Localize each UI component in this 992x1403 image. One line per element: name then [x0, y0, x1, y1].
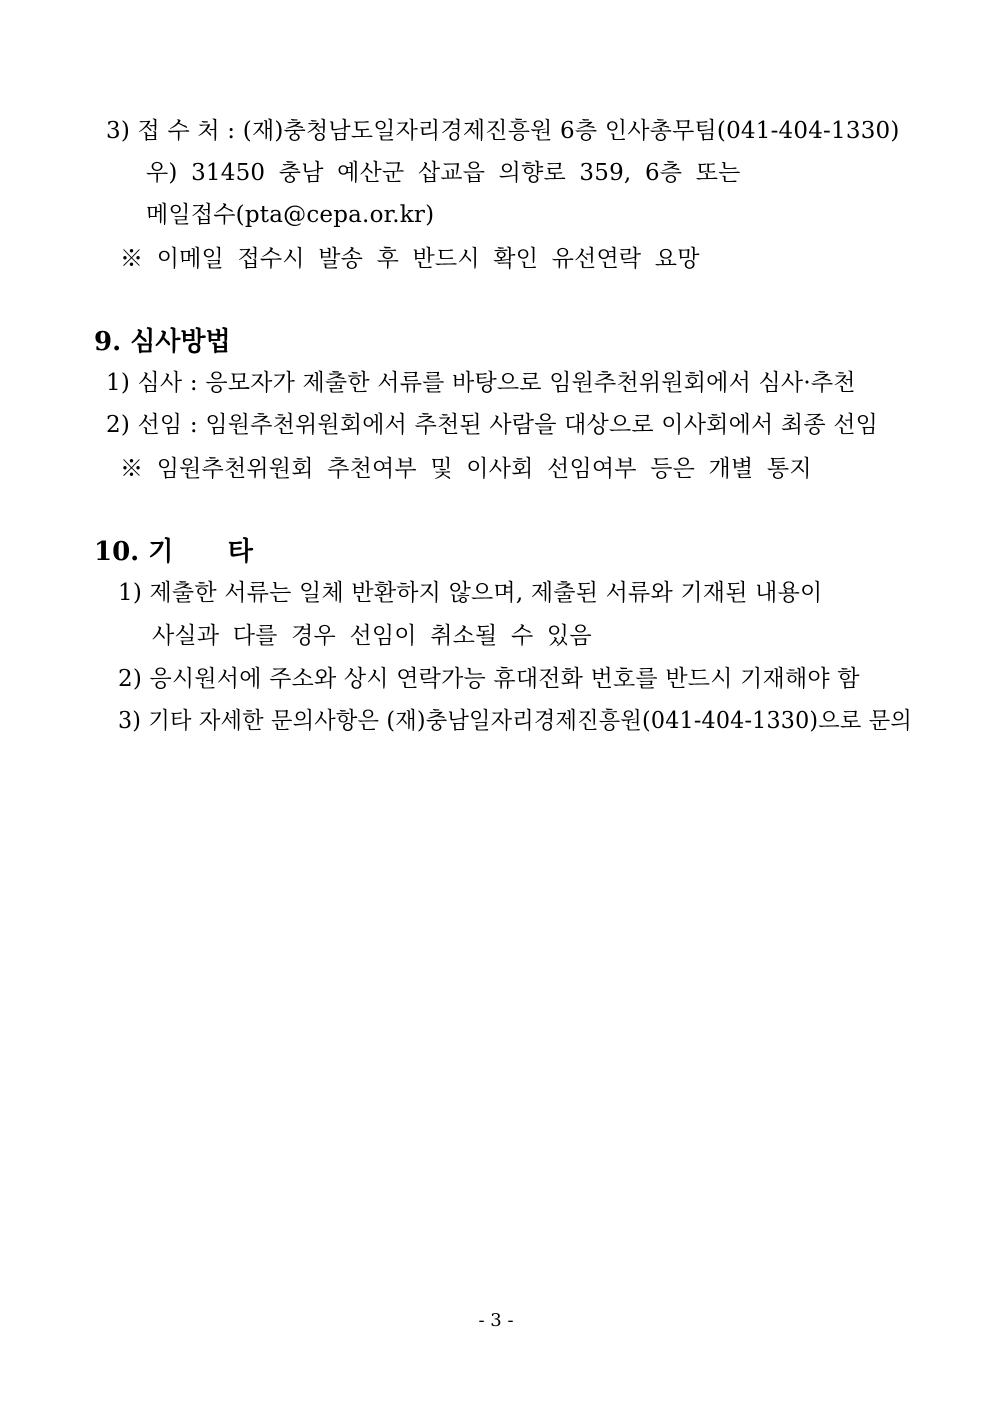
receipt-note: ※ 이메일 접수시 발송 후 반드시 확인 유선연락 요망	[120, 246, 700, 272]
misc-item-3: 3) 기타 자세한 문의사항은 (재)충남일자리경제진흥원(041-404-1330)으로 문의	[118, 708, 913, 734]
misc-item-1-line-2: 사실과 다를 경우 선임이 취소될 수 있음	[152, 623, 592, 649]
receipt-email-line: 메일접수(pta@cepa.or.kr)	[146, 202, 435, 228]
misc-item-1-line-1: 1) 제출한 서류는 일체 반환하지 않으며, 제출된 서류와 기재된 내용이	[118, 580, 823, 606]
review-item-1: 1) 심사 : 응모자가 제출한 서류를 바탕으로 임원추천위원회에서 심사·추천	[106, 370, 856, 396]
misc-item-2: 2) 응시원서에 주소와 상시 연락가능 휴대전화 번호를 반드시 기재해야 함	[118, 666, 860, 692]
receipt-address-line: 우) 31450 충남 예산군 삽교읍 의향로 359, 6층 또는	[146, 160, 741, 186]
review-item-2: 2) 선임 : 임원추천위원회에서 추천된 사람을 대상으로 이사회에서 최종 선임	[106, 412, 879, 438]
page-number: - 3 -	[478, 1310, 514, 1331]
receipt-location-line: 3) 접 수 처 : (재)충청남도일자리경제진흥원 6층 인사총무팀(041-404-1330)	[106, 118, 900, 144]
section-10-heading: 10. 기 타	[94, 537, 253, 567]
section-9-heading: 9. 심사방법	[94, 327, 231, 357]
review-note: ※ 임원추천위원회 추천여부 및 이사회 선임여부 등은 개별 통지	[120, 456, 812, 482]
